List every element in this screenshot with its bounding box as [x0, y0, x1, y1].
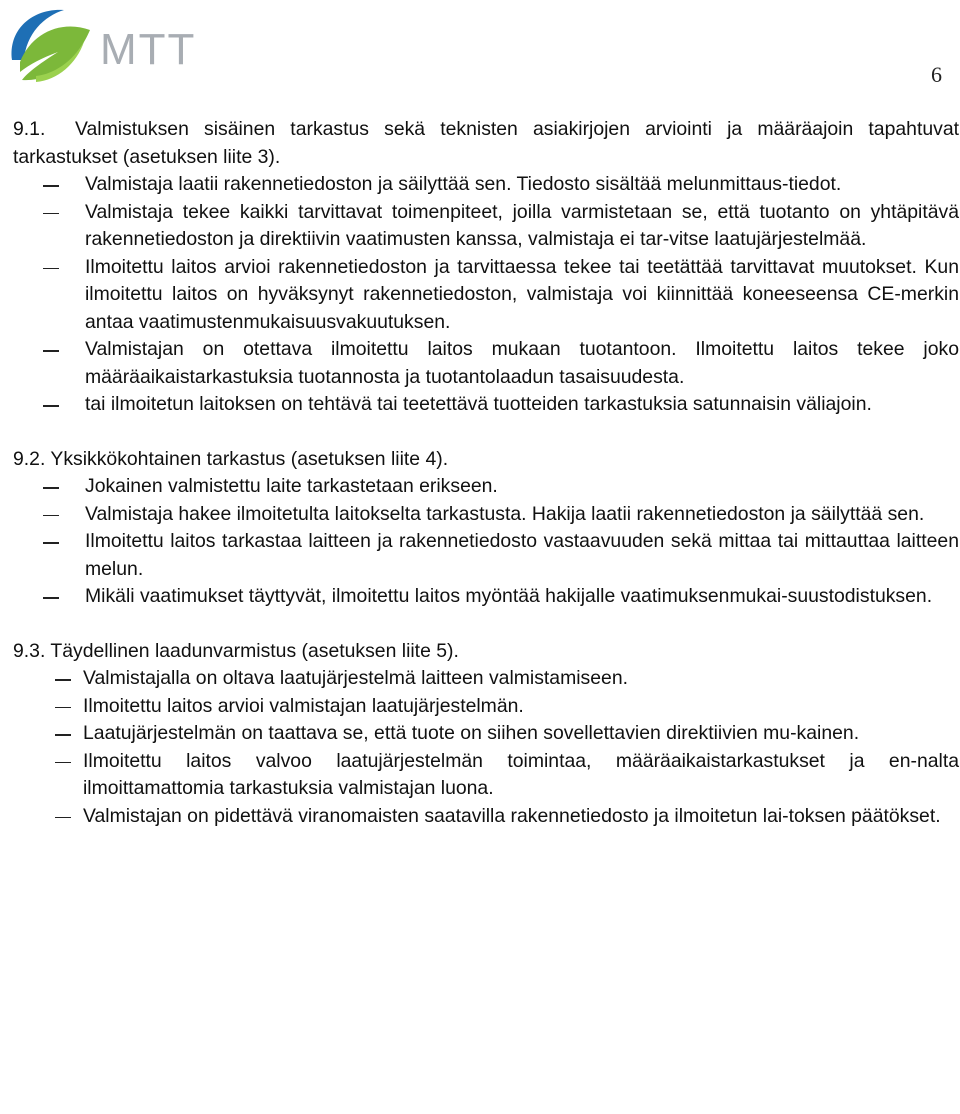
- section-heading-9-2: [13, 446, 959, 474]
- list-item-text: Ilmoitettu laitos tarkastaa laitteen ja rakennetiedosto vastaavuuden sekä mittaa tai mittauttaa laitteen melun.: [85, 530, 959, 580]
- dash-bullet-icon: [43, 487, 59, 489]
- svg-text:MTT: MTT: [100, 25, 197, 74]
- list-item: [13, 583, 959, 611]
- document-body: [13, 116, 959, 830]
- list-item-text: Mikäli vaatimukset täyttyvät, ilmoitettu laitos myöntää hakijalle vaatimuksenmukai-suustodistuksen.: [85, 585, 933, 607]
- dash-bullet-icon: [43, 213, 59, 215]
- list-item: [13, 391, 959, 419]
- list-item-text: Ilmoitettu laitos arvioi rakennetiedoston ja tarvittaessa tekee tai teetättää tarvittavat muutokset. Kun ilmoitettu laitos on hyväksynyt rakennetiedoston, valmistaja voi kiinnittää koneeseensa CE-merkin antaa vaatimustenmukaisuusvakuutuksen.: [85, 255, 959, 333]
- list-item: [13, 254, 959, 337]
- list-item: [13, 473, 959, 501]
- section-number: 9.2.: [13, 447, 46, 470]
- list-item-text: Laatujärjestelmän on taattava se, että tuote on siihen sovellettavien direktiivien mu-kainen.: [83, 722, 860, 744]
- section-9-1-list: [13, 171, 959, 419]
- list-item: [13, 665, 959, 693]
- list-item: [13, 748, 959, 803]
- list-item-text: Ilmoitettu laitos valvoo laatujärjestelmän toimintaa, määräaikaistarkastukset ja en-nalta ilmoittamattomia tarkastuksia valmistajan luona.: [83, 749, 959, 799]
- list-item: [13, 171, 959, 199]
- list-item-text: Valmistaja tekee kaikki tarvittavat toimenpiteet, joilla varmistetaan se, että tuotanto on yhtäpitävä rakennetiedoston ja direktiivin vaatimusten kanssa, valmistaja ei tar-vitse laatujärjestelmää.: [85, 200, 959, 250]
- section-9-3-list: [13, 665, 959, 830]
- dash-bullet-icon: [55, 762, 71, 764]
- list-item-text: Valmistaja hakee ilmoitetulta laitokselta tarkastusta. Hakija laatii rakennetiedoston ja säilyttää sen.: [85, 502, 925, 525]
- dash-bullet-icon: [55, 817, 71, 819]
- list-item-text: tai ilmoitetun laitoksen on tehtävä tai teetettävä tuotteiden tarkastuksia satunnaisin väliajoin.: [85, 393, 872, 415]
- page-number: 6: [931, 62, 942, 87]
- list-item-text: Valmistaja laatii rakennetiedoston ja säilyttää sen. Tiedosto sisältää melunmittaus-tiedot.: [85, 173, 842, 195]
- list-item: [13, 501, 959, 529]
- section-title: Täydellinen laadunvarmistus (asetuksen liite 5).: [50, 639, 459, 662]
- section-title: Valmistuksen sisäinen tarkastus sekä teknisten asiakirjojen arviointi ja määräajoin tapahtuvat tarkastukset (asetuksen liite 3).: [13, 118, 959, 168]
- list-item: [13, 528, 959, 583]
- dash-bullet-icon: [43, 350, 59, 352]
- section-title: Yksikkökohtainen tarkastus (asetuksen liite 4).: [50, 447, 449, 470]
- list-item-text: Valmistajan on otettava ilmoitettu laitos mukaan tuotantoon. Ilmoitettu laitos tekee joko määräaikaistarkastuksia tuotannosta ja tuotantolaadun tasaisuudesta.: [85, 338, 959, 388]
- list-item-text: Valmistajalla on oltava laatujärjestelmä laitteen valmistamiseen.: [83, 667, 628, 689]
- list-item-text: Ilmoitettu laitos arvioi valmistajan laatujärjestelmän.: [83, 694, 524, 717]
- dash-bullet-icon: [55, 679, 71, 681]
- list-item-text: Valmistajan on pidettävä viranomaisten saatavilla rakennetiedosto ja ilmoitetun lai-toksen päätökset.: [83, 804, 941, 827]
- dash-bullet-icon: [43, 268, 59, 270]
- list-item: [13, 693, 959, 721]
- section-number: 9.1.: [13, 118, 46, 140]
- dash-bullet-icon: [43, 597, 59, 599]
- list-item-text: Jokainen valmistettu laite tarkastetaan erikseen.: [85, 475, 498, 497]
- dash-bullet-icon: [55, 734, 71, 736]
- section-heading-9-1: [13, 116, 959, 171]
- mtt-logo-mark: [2, 2, 217, 92]
- mtt-logo: [2, 2, 217, 92]
- dash-bullet-icon: [43, 185, 59, 187]
- dash-bullet-icon: [43, 515, 59, 517]
- dash-bullet-icon: [43, 542, 59, 544]
- section-number: 9.3.: [13, 639, 46, 662]
- list-item: [13, 199, 959, 254]
- list-item: [13, 803, 959, 831]
- list-item: [13, 336, 959, 391]
- section-heading-9-3: [13, 638, 959, 666]
- list-item: [13, 720, 959, 748]
- dash-bullet-icon: [55, 707, 71, 709]
- dash-bullet-icon: [43, 405, 59, 407]
- section-9-2-list: [13, 473, 959, 611]
